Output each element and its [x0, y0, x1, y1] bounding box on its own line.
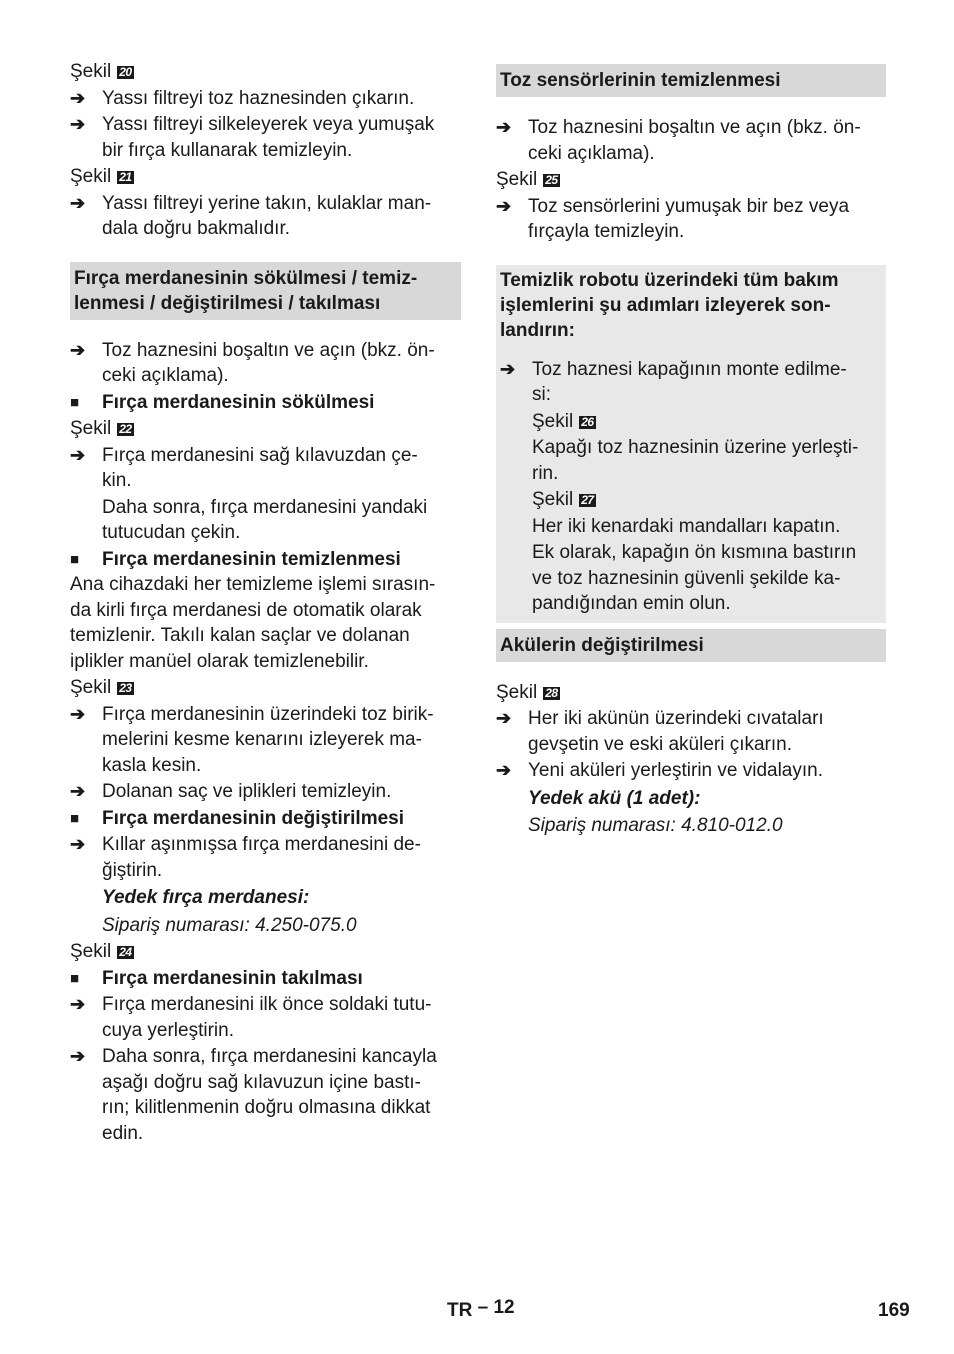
page-number: 169 [878, 1300, 910, 1321]
subsection-heading: ■ Fırça merdanesinin değiştirilmesi [70, 806, 461, 832]
figure-number: 25 [545, 173, 558, 188]
figure-ref: Şekil 27 [532, 489, 594, 510]
instruction-step: ➔ Fırça merdanesini ilk önce soldaki tutu- cuya yerleştirin. [70, 992, 461, 1043]
left-column [70, 58, 461, 1146]
arrow-icon: ➔ [70, 339, 86, 360]
arrow-icon: ➔ [70, 114, 86, 134]
arrow-icon: ➔ [496, 117, 512, 137]
figure-number: 26 [581, 414, 594, 429]
instruction-step: ➔ Toz sensörlerini yumuşak bir bez veya fırçayla temizleyin. [496, 194, 886, 245]
arrow-icon: ➔ [70, 703, 86, 724]
figure-ref: Şekil 28 [496, 681, 558, 703]
figure-number: 22 [119, 422, 132, 437]
instruction-step: ➔ Yassı filtreyi toz haznesinden çıkarın. [70, 86, 461, 112]
note-box-title: Temizlik robotu üzerindeki tüm bakım işlemlerini şu adımları izleyerek son- landırın: [500, 269, 839, 341]
figure-number: 23 [119, 681, 132, 696]
figure-ref: Şekil 20 [70, 61, 132, 82]
subsection-heading: ■ Fırça merdanesinin takılması [70, 966, 461, 992]
instruction-step: ➔ Kıllar aşınmışsa fırça merdanesini de- ğiştirin. [70, 832, 461, 883]
arrow-icon: ➔ [70, 994, 86, 1014]
arrow-icon: ➔ [70, 87, 86, 108]
instruction-step: ➔ Yeni aküleri yerleştirin ve vidalayın. [496, 758, 886, 784]
figure-ref: Şekil 26 [532, 410, 594, 432]
square-bullet-icon: ■ [70, 809, 80, 827]
arrow-icon: ➔ [496, 708, 512, 728]
instruction-step: ➔ Toz haznesini boşaltın ve açın (bkz. ön- ceki açıklama). [70, 338, 461, 389]
square-bullet-icon: ■ [70, 969, 80, 987]
instruction-continuation: Daha sonra, fırça merdanesini yandaki tutucudan çekin. [102, 496, 428, 543]
figure-ref: Şekil 22 [70, 418, 132, 439]
instruction-step: ➔ Her iki akünün üzerindeki cıvataları gevşetin ve eski aküleri çıkarın. [496, 706, 886, 757]
instruction-step: ➔ Fırça merdanesinin üzerindeki toz birik- melerini kesme kenarını izleyerek ma- kasla kesin. [70, 702, 461, 779]
figure-number: 20 [119, 65, 132, 80]
figure-ref: Şekil 25 [496, 169, 558, 190]
arrow-icon: ➔ [70, 834, 86, 854]
instruction-step: ➔ Daha sonra, fırça merdanesini kancayla aşağı doğru sağ kılavuzun içine bastı- rın; kilitlenmenin doğru olmasına dikkat edin. [70, 1044, 461, 1146]
figure-ref: Şekil 24 [70, 941, 132, 962]
figure-number: 21 [119, 170, 132, 185]
figure-number: 28 [545, 685, 558, 700]
section-heading: Akülerin değiştirilmesi [496, 629, 886, 662]
arrow-icon: ➔ [500, 358, 516, 379]
instruction-step: ➔ Yassı filtreyi yerine takın, kulaklar man- dala doğru bakmalıdır. [70, 191, 461, 242]
instruction-step: ➔ Fırça merdanesini sağ kılavuzdan çe- kin. [70, 443, 461, 494]
arrow-icon: ➔ [70, 444, 86, 465]
arrow-icon: ➔ [496, 760, 512, 780]
instruction-continuation: Kapağı toz haznesinin üzerine yerleşti- rin. [532, 437, 859, 484]
section-heading: Toz sensörlerinin temizlenmesi [496, 64, 886, 97]
figure-number: 24 [119, 945, 132, 960]
section-heading: Fırça merdanesinin sökülmesi / temiz- lenmesi / değiştirilmesi / takılması [70, 262, 461, 320]
instruction-step: ➔ Yassı filtreyi silkeleyerek veya yumuşak bir fırça kullanarak temizleyin. [70, 112, 461, 163]
paragraph: Ana cihazdaki her temizleme işlemi sırasın- da kirli fırça merdanesi de otomatik olarak temizlenir. Takılı kalan saçlar ve dolanan iplikler manüel olarak temizlenebilir. [70, 574, 436, 672]
arrow-icon: ➔ [70, 781, 86, 801]
arrow-icon: ➔ [496, 195, 512, 216]
note-box [496, 265, 886, 623]
arrow-icon: ➔ [70, 192, 86, 213]
spare-part-title: Yedek akü (1 adet): [528, 787, 701, 809]
square-bullet-icon: ■ [70, 393, 80, 411]
spare-part-title: Yedek fırça merdanesi: [102, 887, 310, 908]
order-number: Sipariş numarası: 4.810-012.0 [528, 815, 783, 836]
figure-ref: Şekil 21 [70, 166, 132, 187]
instruction-continuation: Her iki kenardaki mandalları kapatın. [532, 515, 841, 537]
order-number: Sipariş numarası: 4.250-075.0 [102, 914, 357, 936]
instruction-step: ➔ Toz haznesini boşaltın ve açın (bkz. ön- ceki açıklama). [496, 115, 886, 166]
arrow-icon: ➔ [70, 1046, 86, 1066]
instruction-step: ➔ Dolanan saç ve iplikleri temizleyin. [70, 779, 461, 805]
instruction-continuation: Ek olarak, kapağın ön kısmına bastırın ve toz haznesinin güvenli şekilde ka- pandığından emin olun. [532, 542, 857, 614]
subsection-heading: ■ Fırça merdanesinin sökülmesi [70, 390, 461, 416]
figure-number: 27 [581, 493, 594, 508]
instruction-step: ➔ Toz haznesi kapağının monte edilme- si: [500, 357, 882, 408]
footer-language-page: TR – 12 [447, 1297, 515, 1321]
square-bullet-icon: ■ [70, 550, 80, 568]
subsection-heading: ■ Fırça merdanesinin temizlenmesi [70, 547, 461, 573]
figure-ref: Şekil 23 [70, 677, 132, 698]
right-column [496, 58, 886, 839]
